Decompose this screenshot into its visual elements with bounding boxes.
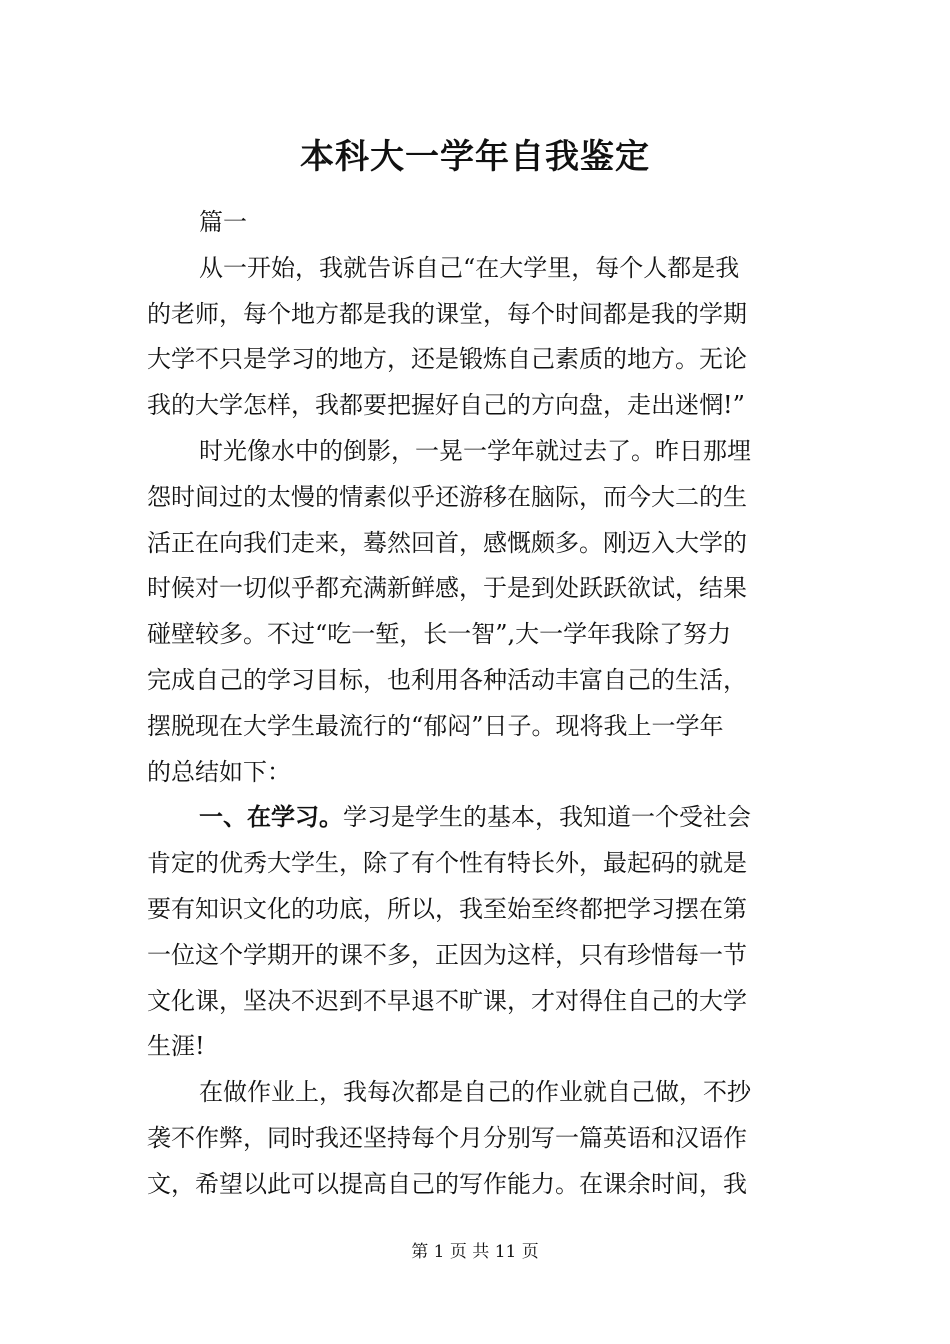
paragraph-line: 时光像水中的倒影，一晃一学年就过去了。昨日那埋 <box>199 436 751 465</box>
section-label: 篇一 <box>199 208 247 236</box>
paragraph-line: 从一开始，我就告诉自己“在大学里，每个人都是我 <box>199 253 740 282</box>
paragraph-line: 完成自己的学习目标，也利用各种活动丰富自己的生活， <box>147 665 747 694</box>
paragraph-line: 的总结如下： <box>147 757 291 786</box>
paragraph-line: 的老师，每个地方都是我的课堂，每个时间都是我的学期 <box>147 299 747 328</box>
study-heading: 一、在学习。 <box>199 803 343 832</box>
paragraph-line: 肯定的优秀大学生，除了有个性有特长外，最起码的就是 <box>147 849 747 878</box>
document-body <box>147 200 807 1208</box>
paragraph-line: 怨时间过的太慢的情素似乎还游移在脑际，而今大二的生 <box>147 482 747 511</box>
paragraph-line: 袭不作弊，同时我还坚持每个月分别写一篇英语和汉语作 <box>147 1123 747 1152</box>
paragraph-line: 活正在向我们走来，蓦然回首，感慨颇多。刚迈入大学的 <box>147 528 747 557</box>
paragraph-line: 我的大学怎样，我都要把握好自己的方向盘，走出迷惘!” <box>147 391 745 420</box>
paragraph-line: 大学不只是学习的地方，还是锻炼自己素质的地方。无论 <box>147 345 747 374</box>
paragraph-line: 文，希望以此可以提高自己的写作能力。在课余时间，我 <box>147 1169 747 1198</box>
paragraph-line: 生涯! <box>147 1032 205 1061</box>
document-title: 本科大一学年自我鉴定 <box>300 137 650 177</box>
study-paragraph-first-line <box>147 795 807 841</box>
paragraph-line: 文化课，坚决不迟到不早退不旷课，才对得住自己的大学 <box>147 986 747 1015</box>
paragraph-line: 摆脱现在大学生最流行的“郁闷”日子。现将我上一学年 <box>147 711 724 740</box>
paragraph-line: 时候对一切似乎都充满新鲜感，于是到处跃跃欲试，结果 <box>147 574 747 603</box>
paragraph-line: 要有知识文化的功底，所以，我至始至终都把学习摆在第 <box>147 894 747 923</box>
study-line-text: 学习是学生的基本，我知道一个受社会 <box>343 803 751 832</box>
paragraph-line: 在做作业上，我每次都是自己的作业就自己做，不抄 <box>199 1078 751 1107</box>
paragraph-line: 一位这个学期开的课不多，正因为这样，只有珍惜每一节 <box>147 940 747 969</box>
page-footer: 第 1 页 共 11 页 <box>411 1242 539 1262</box>
paragraph-line: 碰壁较多。不过“吃一堑，长一智”,大一学年我除了努力 <box>147 620 732 649</box>
